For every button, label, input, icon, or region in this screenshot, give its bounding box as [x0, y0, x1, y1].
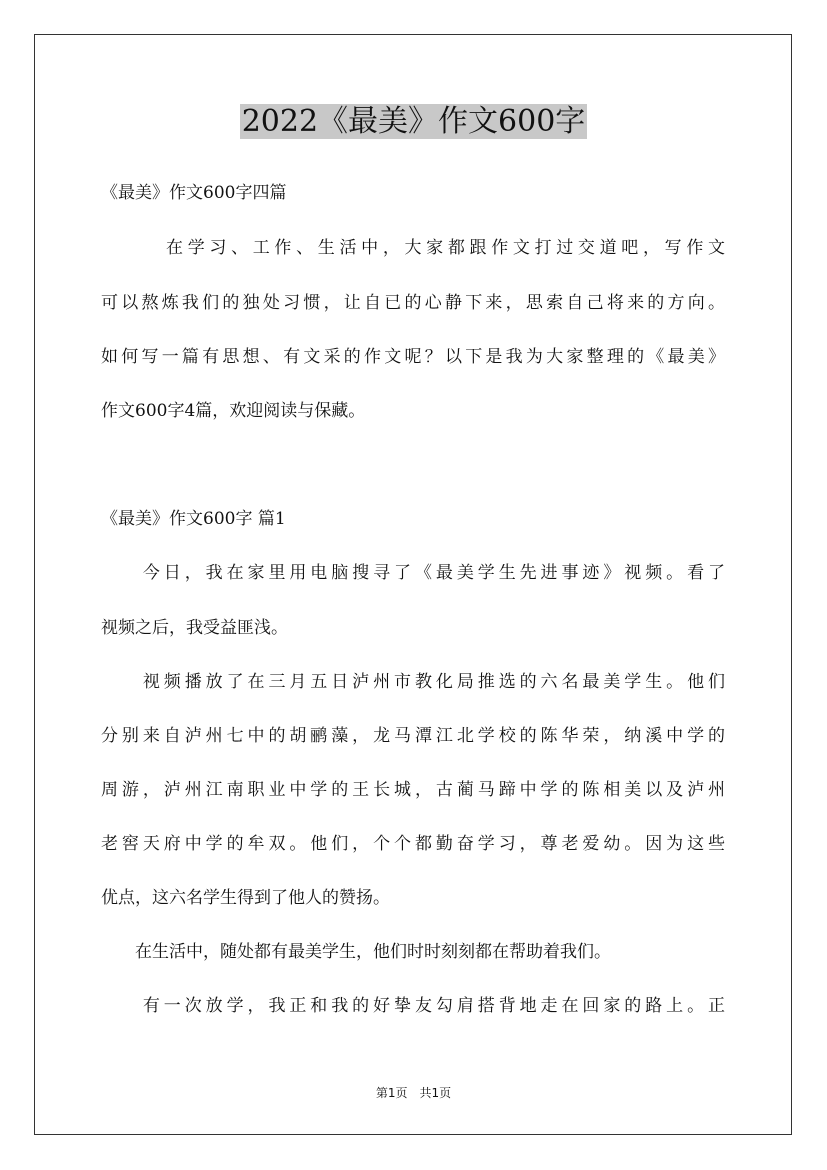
document-title [0, 100, 827, 144]
body-line: 今日，我在家里用电脑搜寻了《最美学生先进事迹》视频。看了 [101, 563, 725, 583]
body-line: 优点，这六名学生得到了他人的赞扬。 [101, 888, 390, 908]
intro-line: 可以熬炼我们的独处习惯，让自已的心静下来，思索自己将来的方向。 [101, 293, 725, 313]
document-title-text: 2022《最美》作文600字 [241, 104, 586, 139]
body-line: 老窖天府中学的牟双。他们，个个都勤奋学习，尊老爱幼。因为这些 [101, 834, 725, 854]
document-subtitle: 《最美》作文600字四篇 [101, 183, 287, 203]
intro-line: 在学习、工作、生活中，大家都跟作文打过交道吧，写作文 [101, 238, 725, 258]
body-line: 在生活中，随处都有最美学生，他们时时刻刻都在帮助着我们。 [101, 942, 611, 962]
page-footer: 第1页 共1页 [375, 1086, 452, 1100]
intro-line: 如何写一篇有思想、有文采的作文呢？以下是我为大家整理的《最美》 [101, 347, 725, 367]
body-line: 周游，泸州江南职业中学的王长城，古蔺马蹄中学的陈相美以及泸州 [101, 780, 725, 800]
section-heading: 《最美》作文600字 篇1 [101, 509, 286, 529]
body-line: 分别来自泸州七中的胡鹂藻，龙马潭江北学校的陈华荣，纳溪中学的 [101, 726, 725, 746]
body-line: 视频播放了在三月五日泸州市教化局推选的六名最美学生。他们 [101, 672, 725, 692]
intro-line: 作文600字4篇，欢迎阅读与保藏。 [101, 401, 366, 421]
body-line: 视频之后，我受益匪浅。 [101, 618, 288, 638]
body-line: 有一次放学，我正和我的好挚友勾肩搭背地走在回家的路上。正 [101, 996, 725, 1016]
